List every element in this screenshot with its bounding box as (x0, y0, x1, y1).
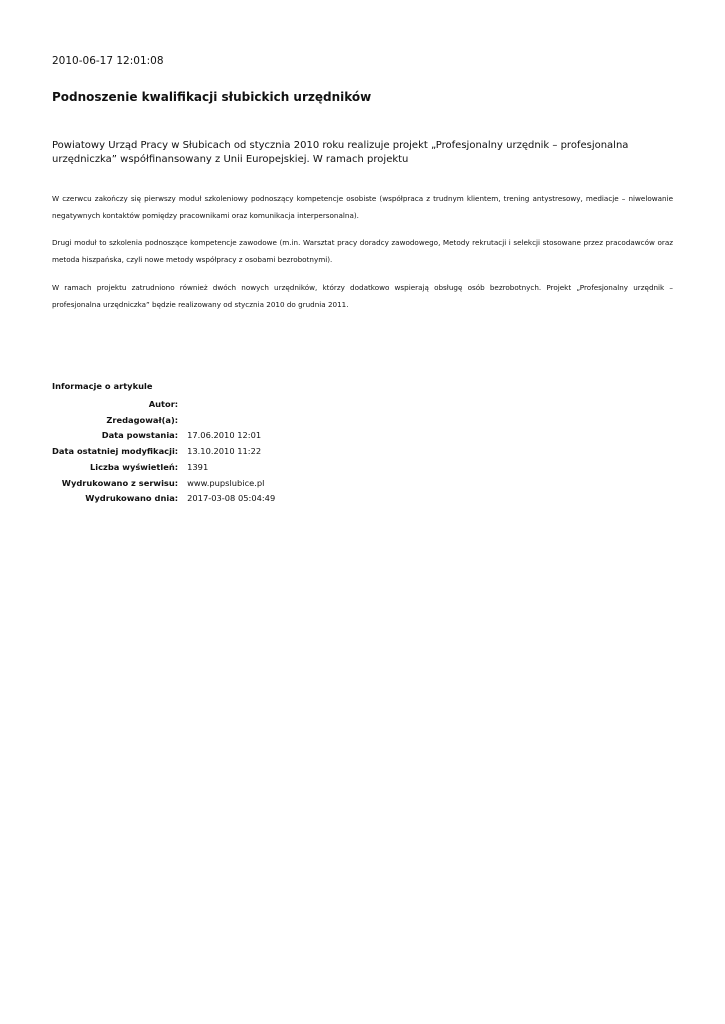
info-value: 1391 (187, 461, 209, 472)
info-label: Liczba wyświetleń: (89, 461, 179, 472)
info-value: 13.10.2010 11:22 (187, 446, 262, 457)
info-value: 17.06.2010 12:01 (187, 430, 262, 441)
info-label: Wydrukowano dnia: (85, 493, 179, 504)
info-row-printed-on (52, 491, 275, 507)
info-label: Data powstania: (101, 430, 179, 441)
info-label: Wydrukowano z serwisu: (61, 477, 179, 488)
article-paragraph-1: W czerwcu zakończy się pierwszy moduł szkoleniowy podnoszący kompetencje osobiste (współpraca z trudnym klientem, trening antystresowy, mediacje – niwelowanie negatywnych kontaktów pomiędzy pracownikami oraz komunikacja interpersonalna). (52, 194, 673, 220)
info-row-modified (52, 444, 275, 460)
info-row-views (52, 460, 275, 476)
article-title: Podnoszenie kwalifikacji słubickich urzędników (52, 90, 372, 104)
info-label: Autor: (148, 399, 179, 409)
info-value: www.pupslubice.pl (187, 477, 265, 488)
article-lead: Powiatowy Urząd Pracy w Słubicach od stycznia 2010 roku realizuje projekt „Profesjonalny urzędnik – profesjonalna urzędniczka” współfinansowany z Unii Europejskiej. W ramach projektu (52, 140, 629, 165)
article-paragraph-2: Drugi moduł to szkolenia podnoszące kompetencje zawodowe (m.in. Warsztat pracy doradcy zawodowego, Metody rekrutacji i selekcji stosowane przez pracodawców oraz metoda hiszpańska, czyli nowe metody współpracy z osobami bezrobotnymi). (52, 238, 673, 264)
article-timestamp: 2010-06-17 12:01:08 (52, 55, 164, 67)
info-row-printed-from (52, 476, 275, 492)
info-label: Zredagował(a): (106, 414, 179, 425)
article-info-table (52, 397, 275, 507)
info-row-editor (52, 413, 275, 429)
info-value: 2017-03-08 05:04:49 (187, 493, 276, 504)
info-row-created (52, 428, 275, 444)
article-info-heading: Informacje o artykule (52, 381, 153, 391)
info-value (187, 397, 275, 413)
info-value (187, 413, 275, 429)
article-paragraph-3: W ramach projektu zatrudniono również dwóch nowych urzędników, którzy dodatkowo wspierają obsługę osób bezrobotnych. Projekt „Profesjonalny urzędnik – profesjonalna urzędniczka” będzie realizowany od stycznia 2010 do grudnia 2011. (52, 283, 673, 309)
info-row-author (52, 397, 275, 413)
info-label: Data ostatniej modyfikacji: (52, 446, 179, 457)
